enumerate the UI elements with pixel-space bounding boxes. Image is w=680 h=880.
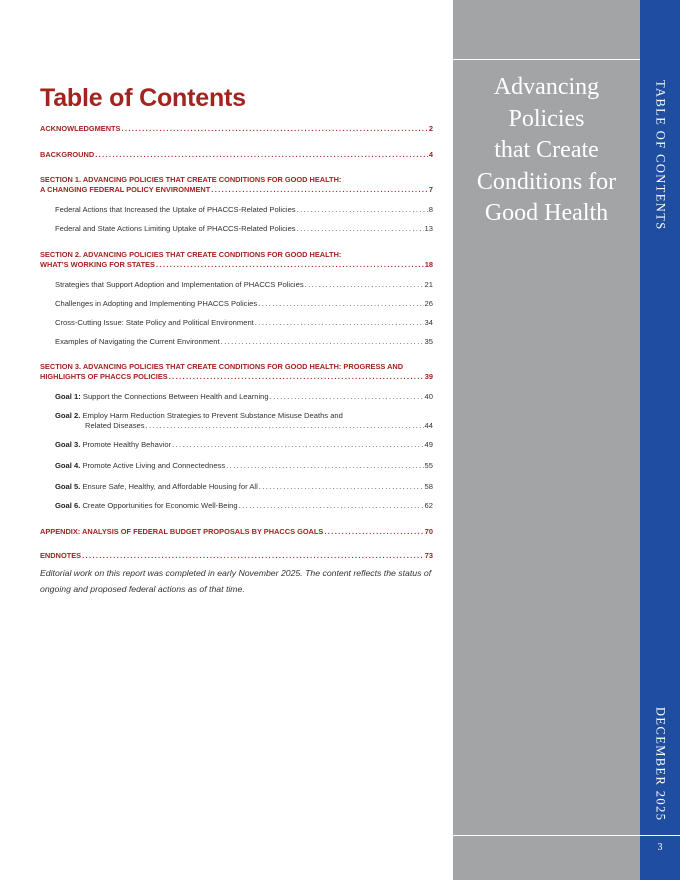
dot-leader — [82, 551, 424, 561]
toc-entry-label: BACKGROUND — [40, 150, 95, 159]
toc-entry-label: Challenges in Adopting and Implementing PHACCS Policies — [55, 299, 258, 308]
toc-entry-label: Related Diseases — [85, 421, 145, 430]
goal-number: Goal 1: — [55, 392, 81, 401]
section1-heading-line1[interactable]: SECTION 1. ADVANCING POLICIES THAT CREATE CONDITIONS FOR GOOD HEALTH: — [40, 175, 342, 184]
goal-number: Goal 3. — [55, 440, 81, 449]
toc-entry-endnotes[interactable] — [40, 551, 433, 561]
toc-page-number: 4 — [428, 150, 433, 159]
goal-number: Goal 6. — [55, 501, 81, 510]
dot-leader — [211, 185, 428, 195]
toc-page-number: 8 — [428, 205, 433, 214]
toc-entry-label: Examples of Navigating the Current Environment — [55, 337, 220, 346]
toc-page-number: 18 — [424, 260, 433, 269]
toc-subentry[interactable] — [40, 299, 433, 309]
dot-leader — [297, 205, 428, 215]
dot-leader — [156, 260, 424, 270]
divider — [640, 835, 680, 836]
section3-heading-line1[interactable]: SECTION 3. ADVANCING POLICIES THAT CREATE CONDITIONS FOR GOOD HEALTH: PROGRESS AND — [40, 362, 404, 371]
toc-entry-label: Create Opportunities for Economic Well-Being — [82, 501, 238, 510]
goal-number: Goal 4. — [55, 461, 81, 470]
toc-goal-entry[interactable] — [40, 440, 433, 450]
toc-entry-label: Support the Connections Between Health and Learning — [82, 392, 269, 401]
toc-subentry[interactable] — [40, 318, 433, 328]
toc-goal-entry[interactable] — [40, 421, 433, 431]
toc-entry-label: Federal Actions that Increased the Uptake of PHACCS-Related Policies — [55, 205, 296, 214]
toc-goal-entry[interactable] — [40, 482, 433, 492]
toc-entry-label: ACKNOWLEDGMENTS — [40, 124, 121, 133]
toc-entry-label: HIGHLIGHTS OF PHACCS POLICIES — [40, 372, 168, 381]
section-tab-label: TABLE OF CONTENTS — [653, 80, 668, 231]
report-title-line: Good Health — [484, 200, 609, 226]
toc-entry-section2[interactable] — [40, 260, 433, 270]
toc-page-number: 21 — [424, 280, 433, 289]
dot-leader — [121, 124, 427, 134]
toc-page-number: 2 — [428, 124, 433, 133]
toc-page-number: 13 — [424, 224, 433, 233]
toc-entry-label: ENDNOTES — [40, 551, 82, 560]
editorial-note: Editorial work on this report was completed in early November 2025. The content reflects the status of ongoing and proposed federal actions as of that time. — [40, 568, 432, 594]
dot-leader — [305, 280, 424, 290]
toc-entry-background[interactable] — [40, 150, 433, 160]
toc-page-number: 73 — [424, 551, 433, 560]
toc-entry-section1[interactable] — [40, 185, 433, 195]
dot-leader — [270, 392, 424, 402]
toc-goal-entry[interactable] — [40, 461, 433, 471]
toc-entry-label: Promote Active Living and Connectedness — [82, 461, 226, 470]
toc-goal-entry[interactable] — [40, 392, 433, 402]
toc-entry-label: A CHANGING FEDERAL POLICY ENVIRONMENT — [40, 185, 211, 194]
toc-page-number: 35 — [424, 337, 433, 346]
goal-number: Goal 2. — [55, 411, 81, 420]
page-number: 3 — [657, 842, 663, 853]
toc-entry-appendix[interactable] — [40, 527, 433, 537]
dot-leader — [259, 482, 424, 492]
dot-leader — [297, 224, 424, 234]
dot-leader — [95, 150, 428, 160]
toc-subentry[interactable] — [40, 337, 433, 347]
dot-leader — [169, 372, 424, 382]
divider — [453, 59, 640, 60]
toc-entry-label: APPENDIX: ANALYSIS OF FEDERAL BUDGET PROPOSALS BY PHACCS GOALS — [40, 527, 324, 536]
toc-entry-label: Strategies that Support Adoption and Implementation of PHACCS Policies — [55, 280, 304, 289]
toc-page-number: 39 — [424, 372, 433, 381]
toc-subentry[interactable] — [40, 224, 433, 234]
toc-entry-label: Employ Harm Reduction Strategies to Prevent Substance Misuse Deaths and — [82, 411, 343, 420]
toc-goal-entry[interactable] — [40, 501, 433, 511]
toc-entry-label: Cross-Cutting Issue: State Policy and Political Environment — [55, 318, 254, 327]
toc-page-number: 44 — [424, 421, 433, 430]
toc-page-number: 58 — [424, 482, 433, 491]
dot-leader — [239, 501, 424, 511]
dot-leader — [324, 527, 423, 537]
section2-heading-line1[interactable]: SECTION 2. ADVANCING POLICIES THAT CREATE CONDITIONS FOR GOOD HEALTH: — [40, 250, 342, 259]
toc-entry-label: Ensure Safe, Healthy, and Affordable Housing for All — [82, 482, 258, 491]
toc-entry-section3[interactable] — [40, 372, 433, 382]
toc-page-number: 62 — [424, 501, 433, 510]
report-title-line: Advancing — [493, 74, 600, 100]
toc-entry-label: Promote Healthy Behavior — [82, 440, 172, 449]
toc-goal-entry-line1[interactable] — [40, 411, 433, 421]
toc-page-number: 26 — [424, 299, 433, 308]
dot-leader — [255, 318, 424, 328]
report-title-line: Conditions for — [476, 168, 617, 195]
toc-page-number: 34 — [424, 318, 433, 327]
dot-leader — [226, 461, 423, 471]
dot-leader — [221, 337, 424, 347]
divider — [453, 835, 640, 836]
dot-leader — [258, 299, 423, 309]
toc-page-number: 49 — [424, 440, 433, 449]
report-date: DECEMBER 2025 — [653, 707, 668, 822]
toc-subentry[interactable] — [40, 205, 433, 215]
toc-entry-acknowledgments[interactable] — [40, 124, 433, 134]
toc-subentry[interactable] — [40, 280, 433, 290]
page-title: Table of Contents — [40, 84, 246, 112]
dot-leader — [172, 440, 423, 450]
goal-number: Goal 5. — [55, 482, 81, 491]
report-title — [453, 72, 640, 230]
table-of-contents — [40, 124, 433, 561]
dot-leader — [146, 421, 424, 431]
report-title-line: that Create — [494, 137, 599, 163]
toc-page-number: 70 — [424, 527, 433, 536]
toc-entry-label: WHAT’S WORKING FOR STATES — [40, 260, 155, 269]
toc-page-number: 55 — [424, 461, 433, 470]
toc-page-number: 40 — [424, 392, 433, 401]
toc-entry-label: Federal and State Actions Limiting Uptake of PHACCS-Related Policies — [55, 224, 296, 233]
toc-page-number: 7 — [428, 185, 433, 194]
report-title-line: Policies — [508, 105, 585, 132]
